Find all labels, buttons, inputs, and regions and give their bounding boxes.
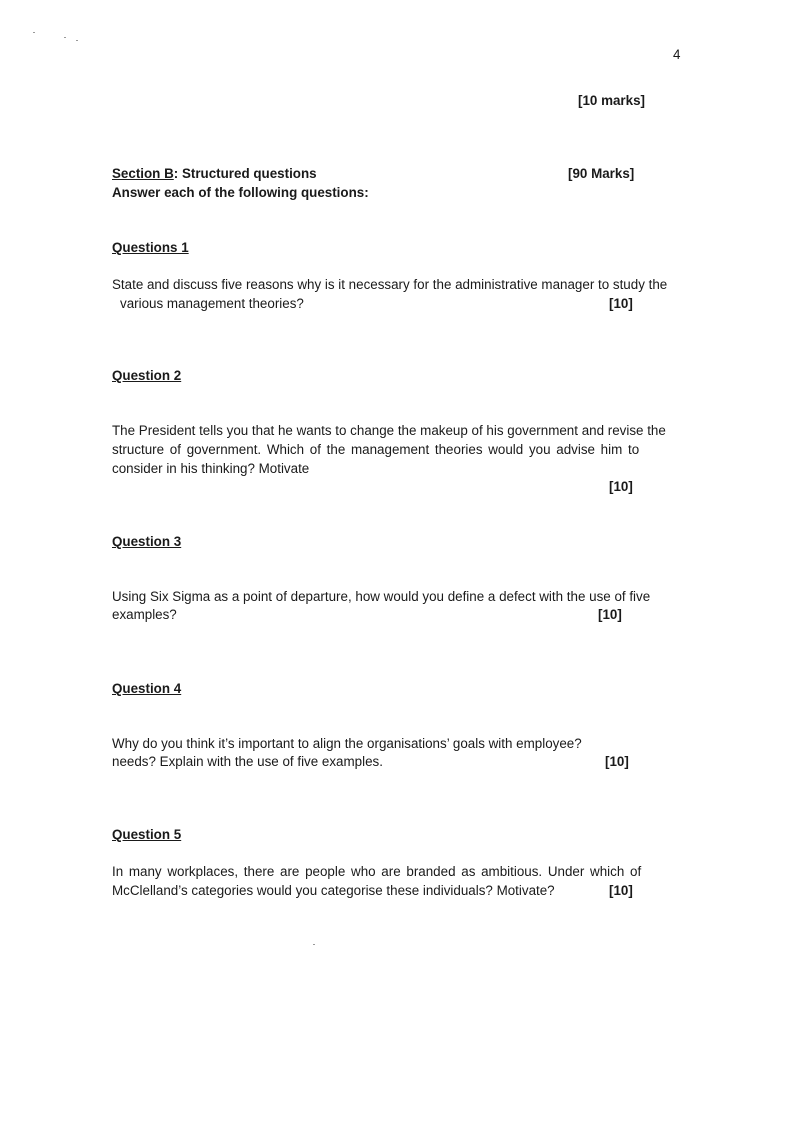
question-4-text-line-2: needs? Explain with the use of five examples.	[112, 754, 383, 769]
question-4-marks: [10]	[605, 754, 629, 769]
question-3-text-line-1: Using Six Sigma as a point of departure, how would you define a defect with the use of five	[112, 589, 651, 604]
question-4-text-line-1: Why do you think it’s important to align the organisations’ goals with employee?	[112, 736, 582, 751]
section-marks: [90 Marks]	[568, 166, 635, 181]
question-1-marks: [10]	[609, 296, 633, 311]
question-2-text-line-3: consider in his thinking? Motivate	[112, 461, 310, 476]
question-2-text-line-2: structure of government. Which of the management theories would you advise him to	[112, 442, 640, 457]
question-4-heading: Question 4	[112, 681, 182, 696]
question-3-marks: [10]	[598, 607, 622, 622]
question-1-text-line-2: various management theories?	[120, 296, 304, 311]
scan-speck	[76, 40, 78, 41]
question-2-text-line-1: The President tells you that he wants to change the makeup of his government and revise the	[112, 423, 666, 438]
question-3-heading: Question 3	[112, 534, 182, 549]
scan-speck	[64, 37, 66, 38]
question-2-heading: Question 2	[112, 368, 182, 383]
question-1-text-line-1: State and discuss five reasons why is it necessary for the administrative manager to study the	[112, 277, 668, 292]
question-5-text-line-2: McClelland’s categories would you categorise these individuals? Motivate?	[112, 883, 555, 898]
top-marks: [10 marks]	[578, 93, 645, 108]
section-label-suffix: : Structured questions	[173, 166, 317, 181]
section-title	[112, 164, 317, 183]
section-label: Section B	[112, 166, 174, 181]
scan-speck	[33, 32, 35, 33]
scan-speck	[313, 944, 315, 945]
section-instruction: Answer each of the following questions:	[112, 185, 369, 200]
question-5-marks: [10]	[609, 883, 633, 898]
question-5-heading: Question 5	[112, 827, 182, 842]
question-3-text-line-2: examples?	[112, 607, 177, 622]
question-1-heading: Questions 1	[112, 240, 189, 255]
question-2-marks: [10]	[609, 479, 633, 494]
page-number: 4	[673, 47, 681, 62]
question-5-text-line-1: In many workplaces, there are people who are branded as ambitious. Under which of	[112, 864, 642, 879]
